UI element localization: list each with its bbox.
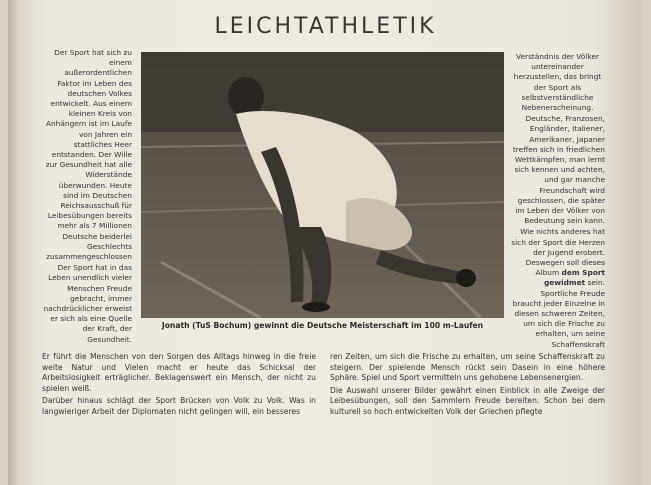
- right-paragraph-3-tail: sein. Sportliche Freude braucht jeder Einzelne in diesen schweren Zeiten, um sich die Frische zu erhalten, um seine Schaffenskraft: [512, 278, 605, 349]
- right-text-column: [510, 52, 605, 351]
- left-paragraph-2: Der Sport hat in das Leben unendlich vieler Menschen Freude gebracht, immer nachdrücklicher erweist er sich als eine Quelle der Kraft, der Gesundheit.: [43, 263, 132, 344]
- right-paragraph-1: Verständnis der Völker untereinander herzustellen, das bringt der Sport als selbstverständliche Nebenerscheinung.: [513, 52, 602, 113]
- bottom-right-text: [330, 352, 605, 420]
- bottom-right-paragraph-1: ren Zeiten, um sich die Frische zu erhalten, um seine Schaffenskraft zu steigern. Der spielende Mensch rückt sein Dasein in eine höhere Sphäre. Spiel und Sport vermitteln uns gehobene Lebensenergien.: [330, 352, 605, 383]
- right-paragraph-2: Deutsche, Franzosen, Engländer, Italiener, Amerikaner, Japaner treffen sich in friedlichen Wettkämpfen, man lernt sich kennen und achten, und gar manche Freundschaft wird geschlossen, die später im Leben der Völker von Bedeutung sein kann.: [512, 114, 605, 226]
- right-paragraph-3: [510, 227, 605, 349]
- left-text-column: [42, 48, 132, 346]
- left-paragraph-1: Der Sport hat sich zu einem außerordentlichen Faktor im Leben des deutschen Volkes entwickelt. Aus einem kleinen Kreis von Anhängern ist im Laufe von Jahren ein stattliches Heer entstanden. Der Wille zur Gesundheit hat alle Widerstände überwunden. Heute sind im Deutschen Reichsausschuß für Leibesübungen bereits mehr als 7 Millionen Deutsche beiderlei Geschlechts zusammengeschlossen: [45, 48, 132, 262]
- page-spine: [8, 0, 18, 485]
- bottom-right-paragraph-2: Die Auswahl unserer Bilder gewährt einen Einblick in alle Zweige der Leibesübungen, soll den Sammlern Freude bereiten. Schon bei dem kulturell so hoch entwickelten Volk der Griechen pflegte: [330, 385, 605, 416]
- bottom-left-paragraph-2: Darüber hinaus schlägt der Sport Brücken von Volk zu Volk. Was in langwieriger Arbeit der Diplomaten nicht gelingen will, ein besseres: [42, 396, 316, 416]
- right-paragraph-3-text: Wie nichts anderes hat sich der Sport die Herzen der Jugend erobert. Deswegen soll dieses Album: [511, 227, 605, 278]
- bottom-left-paragraph-1: Er führt die Menschen von den Sorgen des Alltags hinweg in die freie weite Natur und Vielen macht er heute das Schicksal der Arbeitslosigkeit erträglicher. Beklagenswert ein Mensch, der nicht zu spielen weiß.: [42, 352, 316, 393]
- photo-caption: Jonath (TuS Bochum) gewinnt die Deutsche Meisterschaft im 100 m-Laufen: [161, 321, 484, 330]
- dedication-emphasis: dem Sport gewidmet: [543, 268, 605, 288]
- bottom-left-text: [42, 352, 316, 420]
- sprinter-photo: [141, 52, 504, 318]
- page-title: LEICHTATHLETIK: [214, 14, 437, 39]
